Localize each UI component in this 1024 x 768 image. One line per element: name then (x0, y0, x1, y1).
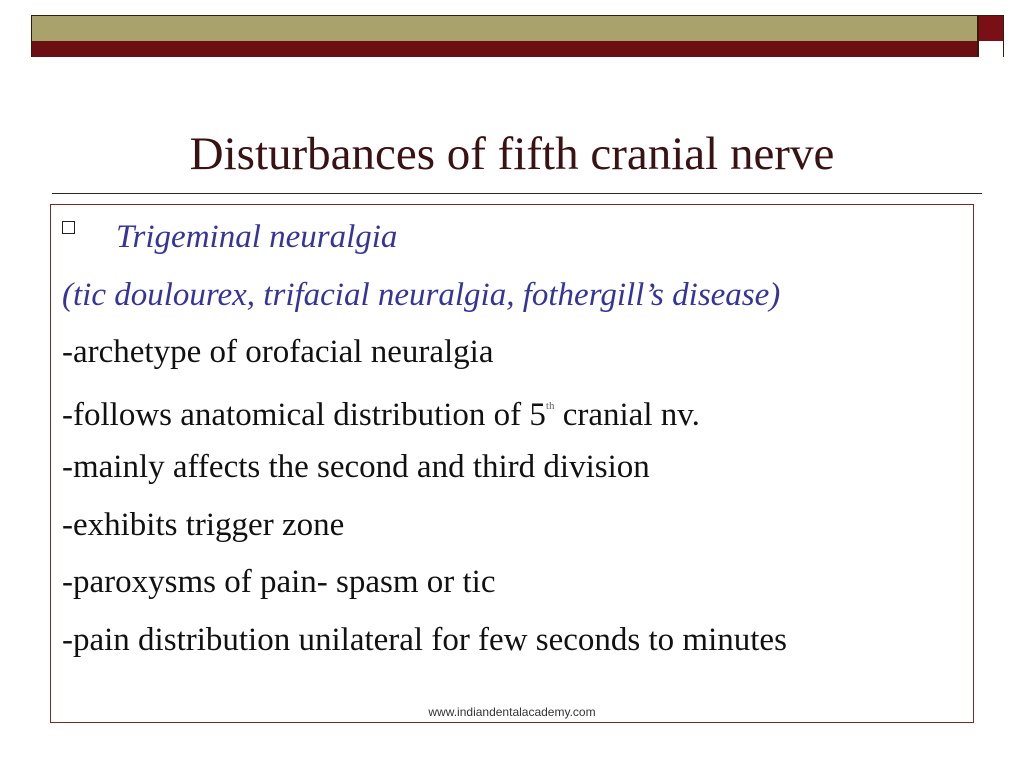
top-corner-square (978, 15, 1004, 57)
slide-title: Disturbances of fifth cranial nerve (189, 128, 835, 180)
top-decorative-bar (31, 15, 978, 57)
footer-url: www.indiandentalacademy.com (428, 705, 596, 719)
point-4: -exhibits trigger zone (62, 507, 345, 543)
point-6: -pain distribution unilateral for few seconds to minutes (62, 622, 787, 658)
bullet-heading: Trigeminal neuralgia (116, 219, 398, 255)
title-divider (52, 193, 982, 194)
maroon-band (32, 41, 977, 57)
corner-square-maroon (979, 16, 1003, 41)
point-2-main: -follows anatomical distribution of 5 (62, 397, 546, 433)
point-2-superscript: th (545, 400, 555, 412)
square-bullet-icon (62, 221, 75, 234)
point-1: -archetype of orofacial neuralgia (62, 334, 494, 370)
point-5: -paroxysms of pain- spasm or tic (62, 564, 496, 600)
point-3: -mainly affects the second and third division (62, 449, 650, 485)
synonyms-line: (tic doulourex, trifacial neuralgia, fothergill’s disease) (62, 277, 781, 313)
point-2 (62, 390, 700, 435)
point-2-suffix: cranial nv. (554, 397, 700, 433)
olive-band (32, 16, 977, 41)
corner-square-white (979, 41, 1003, 57)
